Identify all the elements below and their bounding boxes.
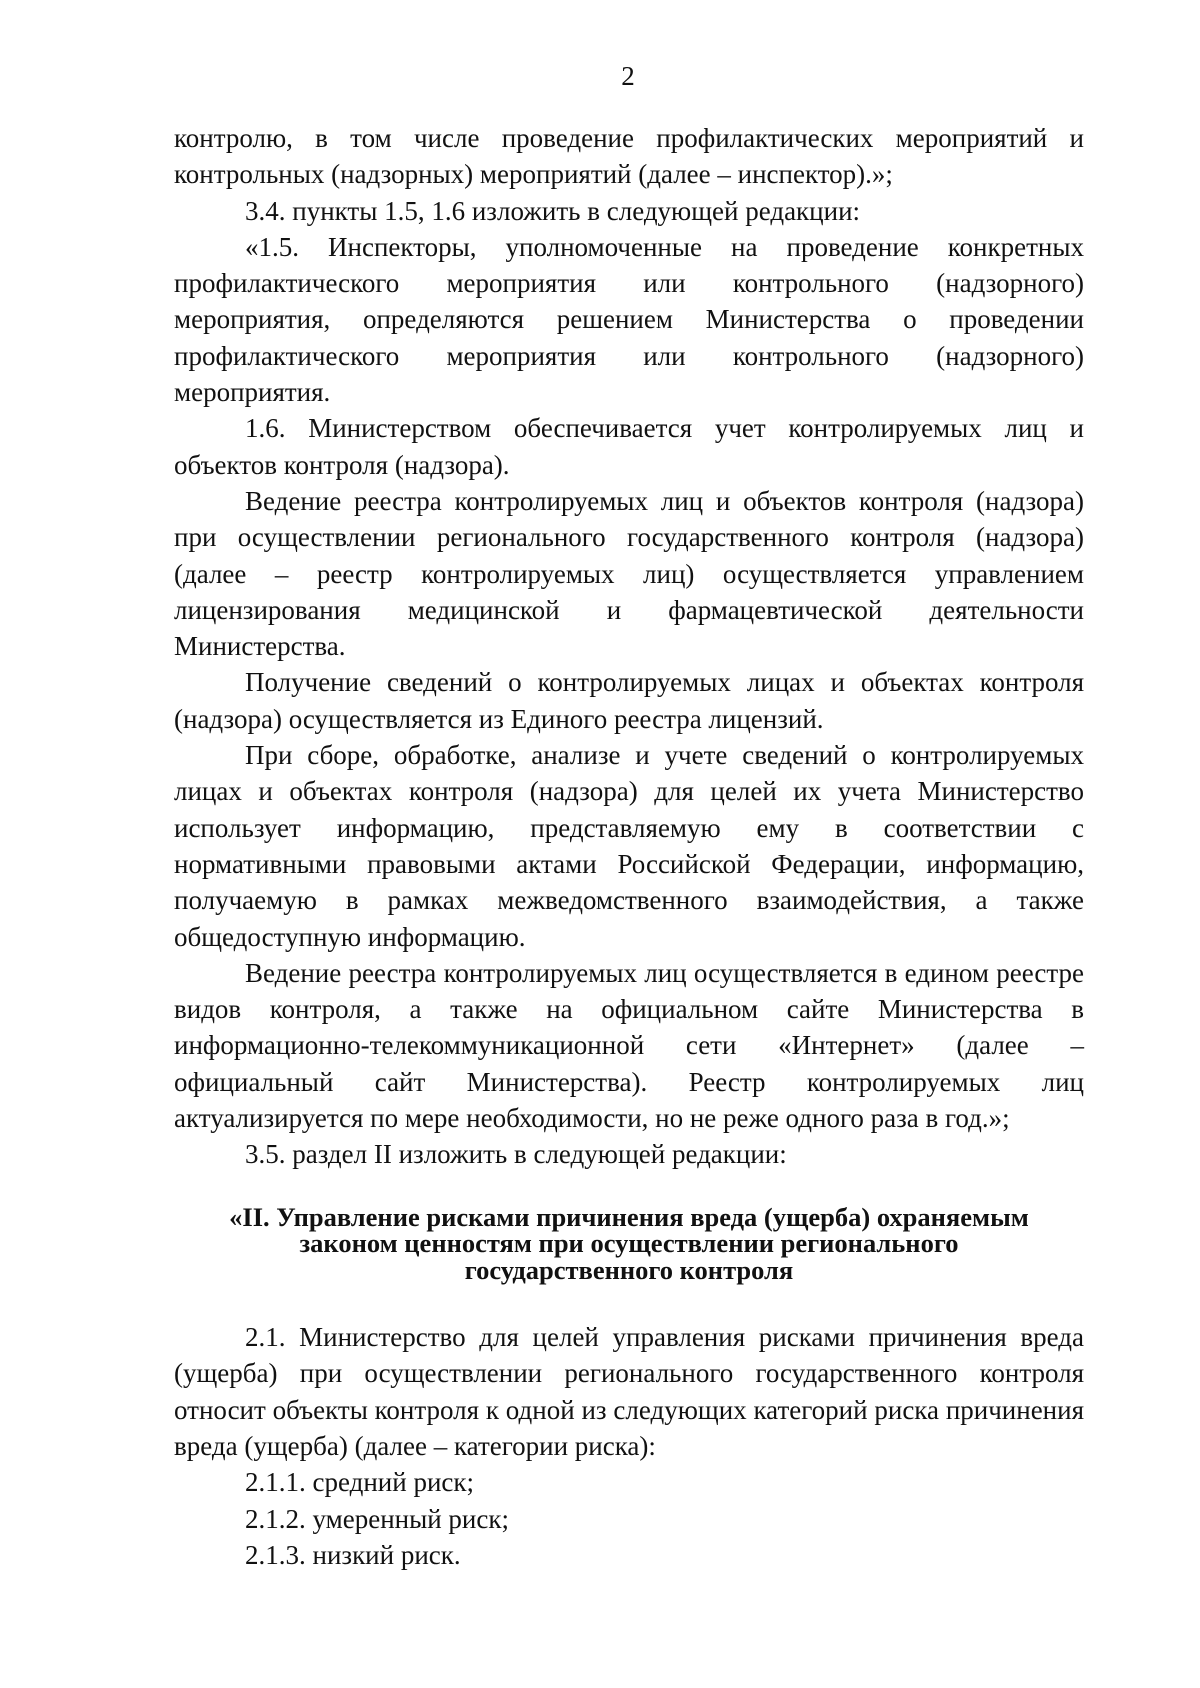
page-number: 2 — [621, 61, 635, 91]
paragraph-continuation: контролю, в том числе проведение профилактических мероприятий и контрольных (надзорных) мероприятий (далее – инспектор).»; — [174, 123, 1084, 190]
paragraph-information-sources: При сборе, обработке, анализе и учете сведений о контролируемых лицах и объектах контроля (надзора) для целей их учета Министерство использует информацию, представляемую ему в соответствии с нормативными правовыми актами Российской Федерации, информацию, получаемую в рамках межведомственного взаимодействия, а также общедоступную информацию. — [174, 740, 1084, 952]
risk-category-list — [174, 1464, 1084, 1573]
section-heading-line-1: «II. Управление рисками причинения вреда (ущерба) охраняемым — [229, 1201, 1029, 1232]
paragraph-item-1-5: «1.5. Инспекторы, уполномоченные на проведение конкретных профилактического мероприятия или контрольного (надзорного) мероприятия, определяются решением Министерства о проведении профилактического мероприятия или контрольного (надзорного) мероприятия. — [174, 231, 1084, 408]
list-item: 2.1.2. умеренный риск; — [245, 1503, 509, 1534]
section-heading-line-3: государственного контроля — [464, 1254, 794, 1285]
list-item: 2.1.1. средний риск; — [245, 1467, 474, 1498]
document-body — [174, 120, 1084, 1573]
paragraph-registry-website: Ведение реестра контролируемых лиц осуществляется в едином реестре видов контроля, а также на официальном сайте Министерства в информационно-телекоммуникационной сети «Интернет» (далее – официальный сайт Министерства). Реестр контролируемых лиц актуализируется по мере необходимости, но не реже одного раза в год.»; — [174, 957, 1084, 1134]
section-heading-line-2: законом ценностям при осуществлении регионального — [299, 1228, 959, 1259]
paragraph-item-3-4: 3.4. пункты 1.5, 1.6 изложить в следующей редакции: — [245, 195, 861, 226]
paragraph-registry-maintenance: Ведение реестра контролируемых лиц и объектов контроля (надзора) при осуществлении регионального государственного контроля (надзора) (далее – реестр контролируемых лиц) осуществляется управлением лицензирования медицинской и фармацевтической деятельности Министерства. — [174, 485, 1084, 662]
paragraph-item-3-5: 3.5. раздел II изложить в следующей редакции: — [245, 1139, 787, 1170]
paragraph-item-1-6: 1.6. Министерством обеспечивается учет контролируемых лиц и объектов контроля (надзора). — [174, 413, 1084, 480]
list-item: 2.1.3. низкий риск. — [245, 1539, 461, 1570]
section-heading — [174, 1201, 1084, 1285]
paragraph-license-registry: Получение сведений о контролируемых лицах и объектах контроля (надзора) осуществляется из Единого реестра лицензий. — [174, 667, 1084, 734]
paragraph-item-2-1: 2.1. Министерство для целей управления рисками причинения вреда (ущерба) при осуществлении регионального государственного контроля относит объекты контроля к одной из следующих категорий риска причинения вреда (ущерба) (далее – категории риска): — [174, 1322, 1084, 1461]
